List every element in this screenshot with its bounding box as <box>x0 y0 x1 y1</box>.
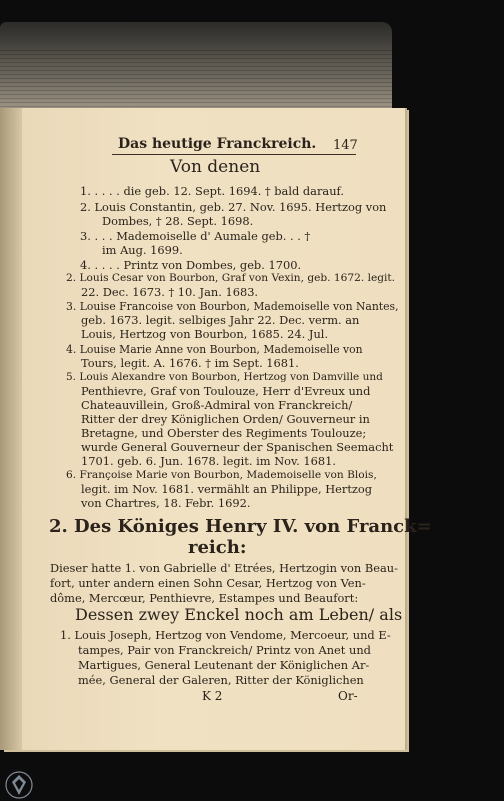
book-page-edges <box>0 22 392 114</box>
text-line: fort, unter andern einen Sohn Cesar, Hertzog von Ven- <box>50 576 366 590</box>
text-line: 1701. geb. 6. Jun. 1678. legit. im Nov. 1681. <box>81 454 336 468</box>
text-line: wurde General Gouverneur der Spanischen Seemacht <box>81 440 394 454</box>
header-rule <box>112 154 356 155</box>
text-line: 5. Louis Alexandre von Bourbon, Hertzog von Damville und <box>66 371 383 383</box>
subheading-continued: reich: <box>188 537 247 558</box>
text-line: 3. . . . Mademoiselle d' Aumale geb. . . † <box>80 229 311 243</box>
text-line: Dombes, † 28. Sept. 1698. <box>102 214 254 228</box>
library-logo-icon <box>4 770 34 800</box>
text-line: 1. . . . . die geb. 12. Sept. 1694. † bald darauf. <box>80 184 344 198</box>
text-line: Penthievre, Graf von Toulouze, Herr d'Evreux und <box>81 384 371 398</box>
text-line: tampes, Pair von Franckreich/ Printz von Anet und <box>78 643 371 657</box>
section-heading: Dessen zwey Enckel noch am Leben/ als <box>75 605 403 624</box>
text-line: im Aug. 1699. <box>102 243 183 257</box>
text-line: mée, General der Galeren, Ritter der Königlichen <box>78 673 364 687</box>
text-line: geb. 1673. legit. selbiges Jahr 22. Dec. verm. an <box>81 313 360 327</box>
text-line: Dieser hatte 1. von Gabrielle d' Etrées, Hertzogin von Beau- <box>50 561 398 575</box>
signature-mark: K 2 <box>202 689 223 703</box>
subheading: 2. Des Königes Henry IV. von Franck= <box>49 516 432 537</box>
text-line: 2. Louis Constantin, geb. 27. Nov. 1695. Hertzog von <box>80 200 387 214</box>
text-line: 6. Françoise Marie von Bourbon, Mademoiselle von Blois, <box>66 469 377 481</box>
text-line: Ritter der drey Königlichen Orden/ Gouverneur in <box>81 412 370 426</box>
text-line: Bretagne, und Oberster des Regiments Toulouze; <box>81 426 367 440</box>
text-line: 4. Louise Marie Anne von Bourbon, Mademoiselle von <box>66 343 363 356</box>
text-line: Tours, legit. A. 1676. † im Sept. 1681. <box>81 356 299 370</box>
text-line: 3. Louise Francoise von Bourbon, Mademoiselle von Nantes, <box>66 300 399 313</box>
catchword: Or- <box>338 689 358 703</box>
text-line: 1. Louis Joseph, Hertzog von Vendome, Mercoeur, und E- <box>60 628 391 642</box>
text-line: legit. im Nov. 1681. vermählt an Philippe, Hertzog <box>81 482 373 496</box>
text-line: 4. . . . . Printz von Dombes, geb. 1700. <box>80 258 302 272</box>
text-line: 2. Louis Cesar von Bourbon, Graf von Vexin, geb. 1672. legit. <box>66 272 396 284</box>
text-line: von Chartres, 18. Febr. 1692. <box>81 496 251 510</box>
text-line: 22. Dec. 1673. † 10. Jan. 1683. <box>81 285 259 299</box>
page-number: 147 <box>333 138 358 153</box>
text-line: dôme, Mercœur, Penthievre, Estampes und Beaufort: <box>50 591 359 605</box>
text-line: Chateauvillein, Groß-Admiral von Franckreich/ <box>81 398 353 412</box>
running-head: Das heutige Franckreich. <box>118 136 317 152</box>
text-line: Louis, Hertzog von Bourbon, 1685. 24. Jul. <box>81 327 329 341</box>
text-line: Martigues, General Leutenant der Königlichen Ar- <box>78 658 370 672</box>
section-title: Von denen <box>170 157 261 177</box>
page-gutter <box>0 108 22 750</box>
